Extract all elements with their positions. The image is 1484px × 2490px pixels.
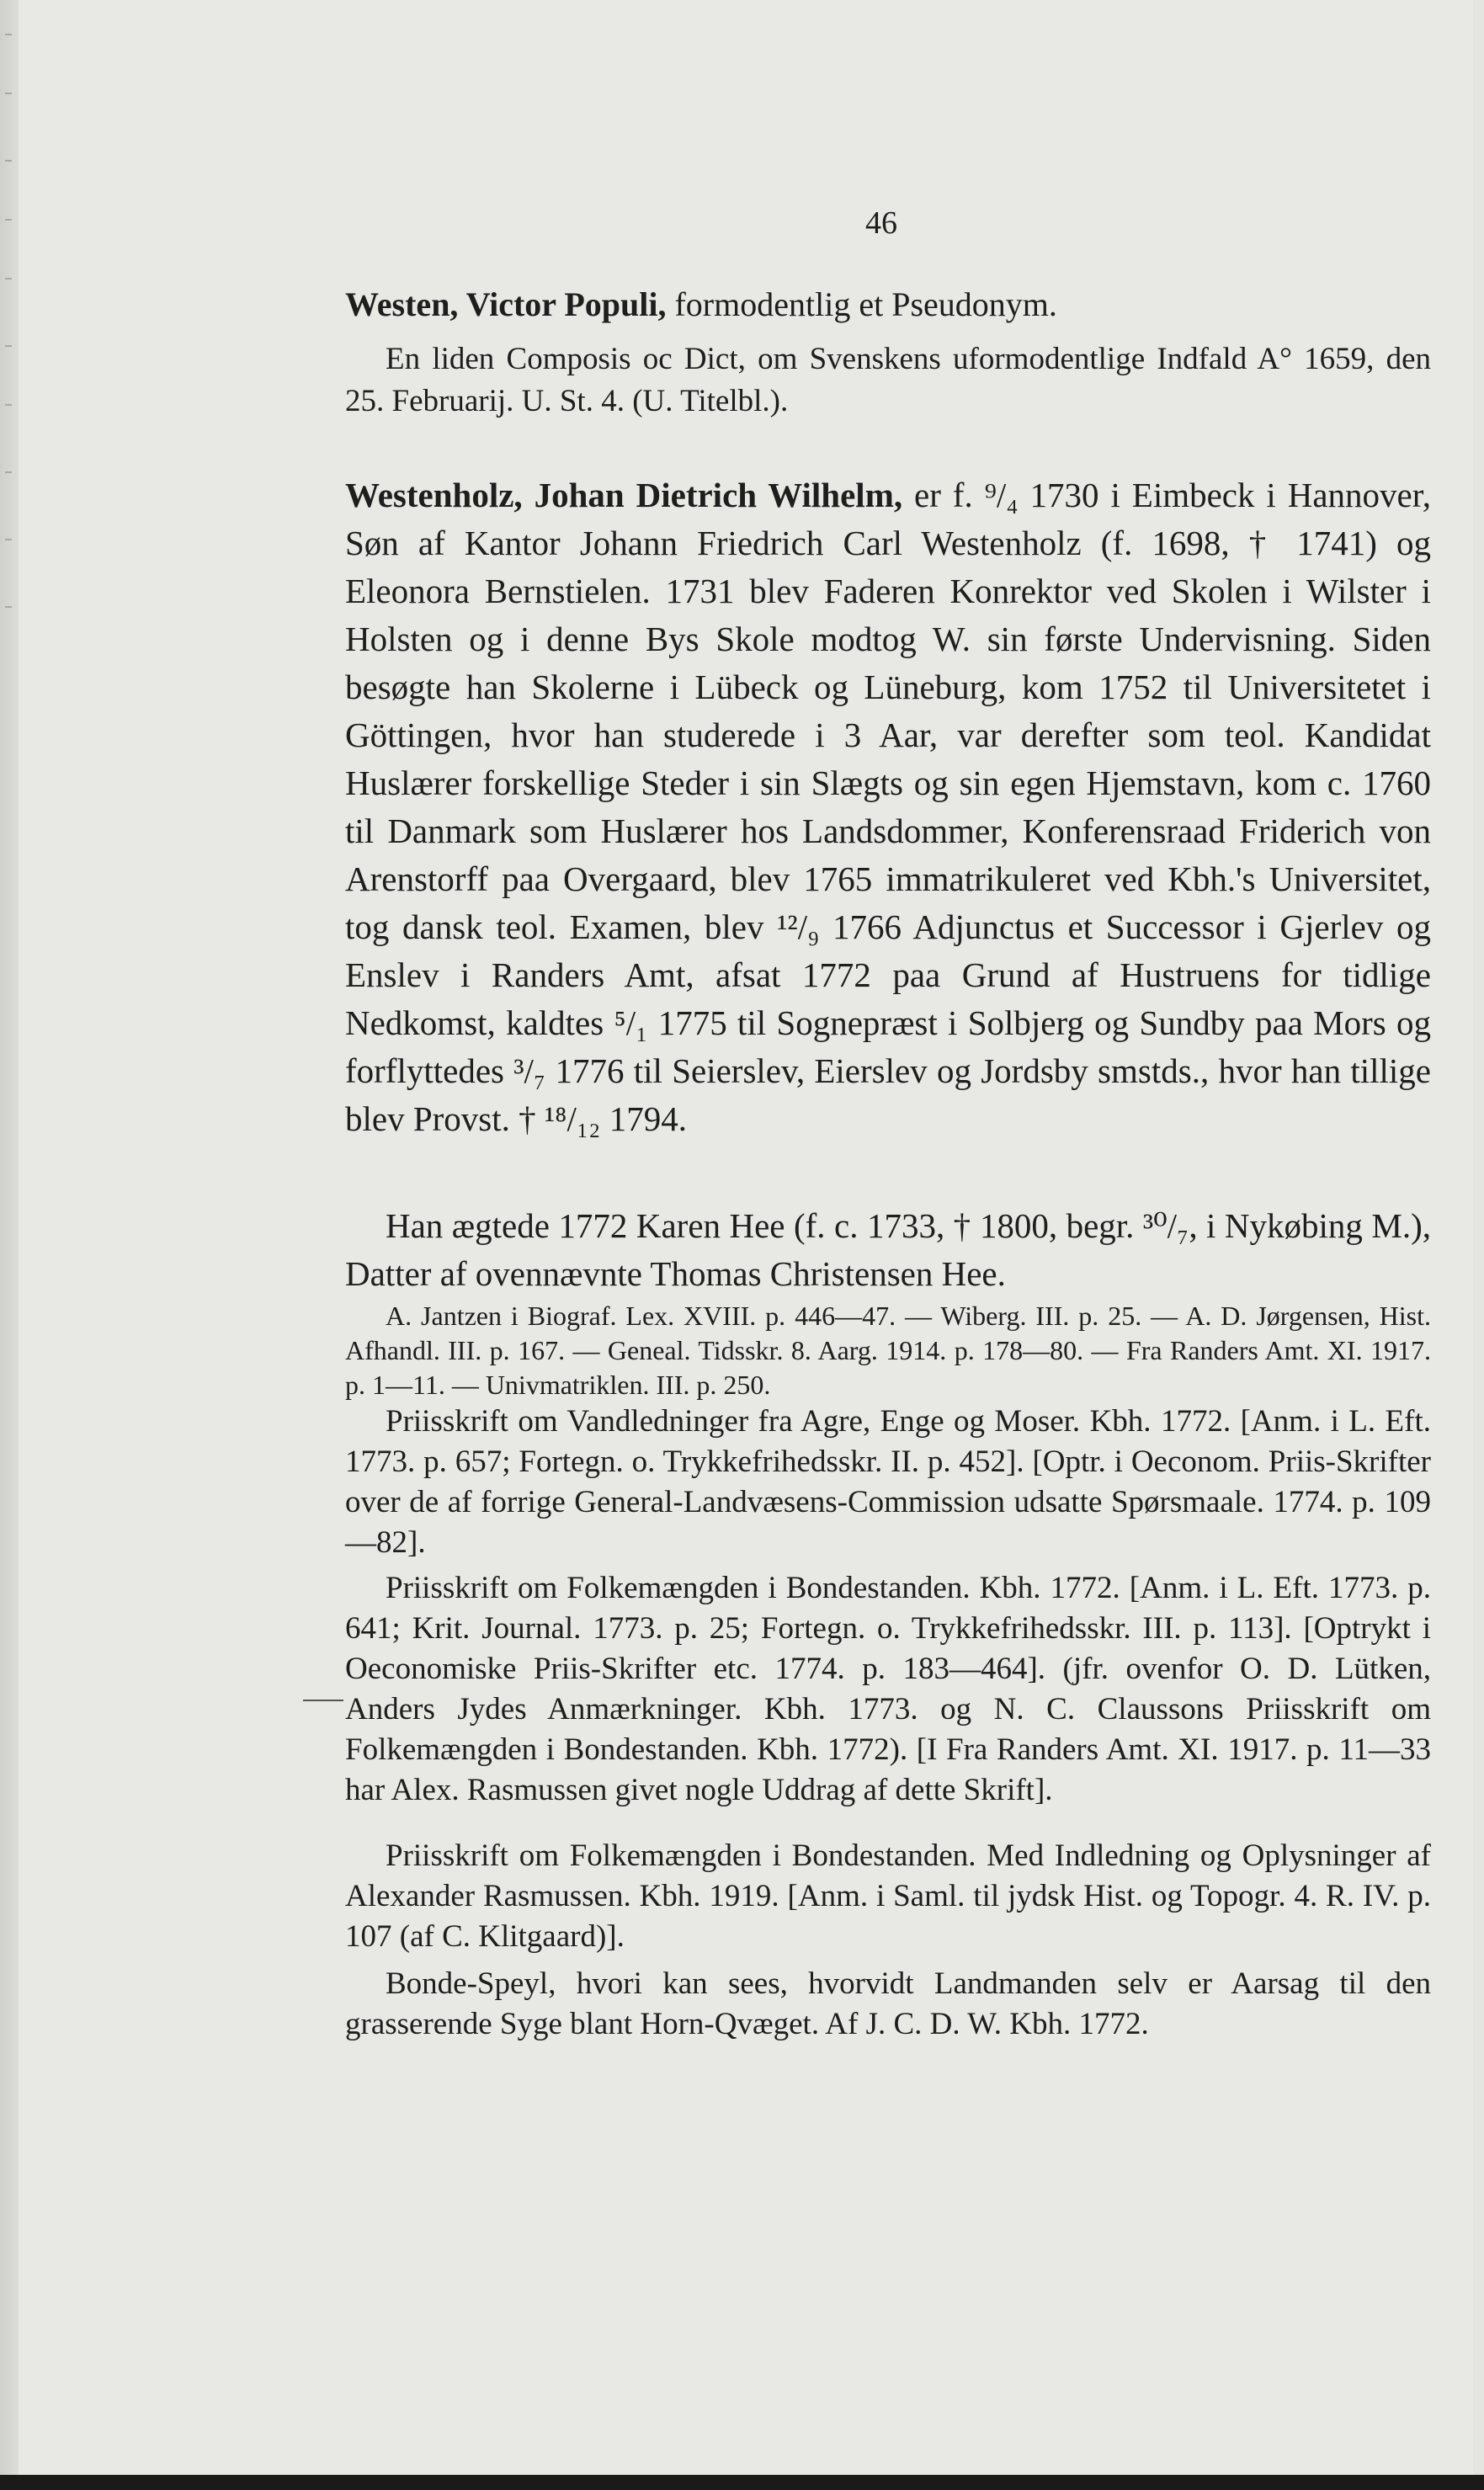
entry-sources-westenholz: A. Jantzen i Biograf. Lex. XVIII. p. 446—47. — Wiberg. III. p. 25. — A. D. Jørgensen, Hist. Afhandl. III. p. 167. — Geneal. Tidsskr. 8. Aarg. 1914. p. 178—80. — Fra Randers Amt. XI. 1917. p. 1—11. — Univmatriklen. III. p. 250. [345,1301,1431,1400]
work-item-1: Priisskrift om Vandledninger fra Agre, Enge og Moser. Kbh. 1772. [Anm. i L. Eft. 1773. p. 657; Fortegn. o. Trykkefrihedsskr. II. p. 452]. [Optr. i Oeconom. Priis-Skrifter over de af forrige General-Landvæsens-Commission udsatte Spørsmaale. 1774. p. 109—82]. [345,1404,1431,1560]
entry-name-westen: Westen, Victor Populi, [345,285,667,323]
page-number: 46 [865,205,897,241]
entry-bio-westenholz: er f. ⁹/₄ 1730 i Eimbeck i Hannover, Søn af Kantor Johann Friedrich Carl Westenholz (f. 1698, † 1741) og Eleonora Bernstielen. 1731 blev Faderen Konrektor ved Skolen i Wilster i Holsten og i denne Bys Skole modtog W. sin første Undervisning. Siden besøgte han Skolerne i Lübeck og Lüneburg, kom 1752 til Universitetet i Göttingen, hvor han studerede i 3 Aar, var derefter som teol. Kandidat Huslærer forskellige Steder i sin Slægts og sin egen Hjemstavn, kom c. 1760 til Danmark som Huslærer hos Landsdommer, Konferensraad Friderich von Arenstorff paa Overgaard, blev 1765 immatrikuleret ved Kbh.'s Universitet, tog dansk teol. Examen, blev ¹²/₉ 1766 Adjunctus et Successor i Gjerlev og Enslev i Randers Amt, afsat 1772 paa Grund af Hustruens for tidlige Nedkomst, kaldtes ⁵/₁ 1775 til Sognepræst i Solbjerg og Sundby paa Mors og forflyttedes ³/₇ 1776 til Seierslev, Eierslev og Jordsby smstds., hvor han tillige blev Provst. † ¹⁸/₁₂ 1794. [345,476,1431,1138]
entry-name-westenholz: Westenholz, Johan Dietrich Wilhelm, [345,476,903,514]
entry-heading-westen [345,285,1057,325]
margin-ticks [0,0,17,673]
work-item-4: Bonde-Speyl, hvori kan sees, hvorvidt Landmanden selv er Aarsag til den grasserende Syge blant Horn-Qvæget. Af J. C. D. W. Kbh. 1772. [345,1966,1431,2041]
margin-dash-mark [303,1700,343,1701]
scan-bottom-edge [0,2475,1484,2490]
work-item-3: Priisskrift om Folkemængden i Bondestanden. Med Indledning og Oplysninger af Alexander Rasmussen. Kbh. 1919. [Anm. i Saml. til jydsk Hist. og Topogr. 4. R. IV. p. 107 (af C. Klitgaard)]. [345,1838,1431,1954]
entry-para-westenholz-marriage: Han ægtede 1772 Karen Hee (f. c. 1733, † 1800, begr. ³⁰/₇, i Nykøbing M.), Datter af ovennævnte Thomas Christensen Hee. [345,1206,1431,1293]
entry-para-westenholz-bio [345,471,1431,1143]
entry-body-westen: En liden Composis oc Dict, om Svenskens uformodentlige Indfald A° 1659, den 25. Februarij. U. St. 4. (U. Titelbl.). [345,342,1431,418]
entry-heading-rest-westen: formodentlig et Pseudonym. [666,285,1057,323]
work-item-2: Priisskrift om Folkemængden i Bondestanden. Kbh. 1772. [Anm. i L. Eft. 1773. p. 641; Krit. Journal. 1773. p. 25; Fortegn. o. Trykkefrihedsskr. III. p. 113]. [Optrykt i Oeconomiske Priis-Skrifter etc. 1774. p. 183—464]. (jfr. ovenfor O. D. Lütken, Anders Jydes Anmærkninger. Kbh. 1773. og N. C. Claussons Priisskrift om Folkemængden i Bondestanden. Kbh. 1772). [I Fra Randers Amt. XI. 1917. p. 11—33 har Alex. Rasmussen givet nogle Uddrag af dette Skrift]. [345,1571,1431,1807]
